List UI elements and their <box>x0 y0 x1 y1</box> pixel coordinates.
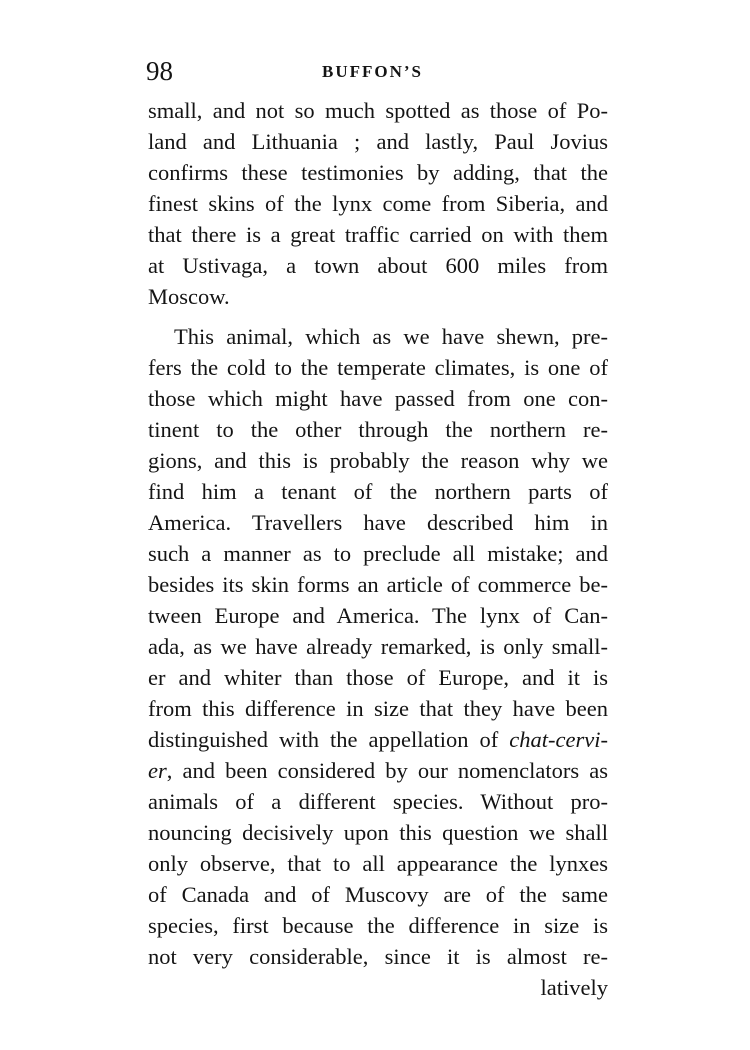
italic-term: er <box>148 758 167 783</box>
text-line: fers the cold to the temperate climates, is one of <box>148 355 608 380</box>
text-line: Moscow. <box>148 284 230 309</box>
body-text <box>148 95 608 1003</box>
text-line: animals of a different species. Without pro- <box>148 789 608 814</box>
paragraph <box>148 95 608 312</box>
text-line: land and Lithuania ; and lastly, Paul Jovius <box>148 129 608 154</box>
text-line: find him a tenant of the northern parts of <box>148 479 608 504</box>
text-line: ada, as we have already remarked, is only small- <box>148 634 608 659</box>
text-line: besides its skin forms an article of commerce be- <box>148 572 608 597</box>
text-line: finest skins of the lynx come from Siberia, and <box>148 191 608 216</box>
text-line: such a manner as to preclude all mistake; and <box>148 541 608 566</box>
text-line: not very considerable, since it is almost re- <box>148 944 608 969</box>
catchword: latively <box>540 975 608 1000</box>
text-run: distinguished with the appellation of <box>148 727 510 752</box>
text-line: from this difference in size that they have been <box>148 696 608 721</box>
text-line: gions, and this is probably the reason why we <box>148 448 608 473</box>
text-line: This animal, which as we have shewn, pre- <box>174 324 608 349</box>
text-line: those which might have passed from one con- <box>148 386 608 411</box>
text-line: that there is a great traffic carried on with them <box>148 222 608 247</box>
text-run: , and been considered by our nomenclators as <box>166 758 608 783</box>
text-line: tween Europe and America. The lynx of Can- <box>148 603 608 628</box>
text-line: er and whiter than those of Europe, and it is <box>148 665 608 690</box>
text-line: nouncing decisively upon this question we shall <box>148 820 608 845</box>
text-line: only observe, that to all appearance the lynxes <box>148 851 608 876</box>
text-line: species, first because the difference in size is <box>148 913 608 938</box>
page-number: 98 <box>146 56 173 86</box>
running-head: BUFFON’S <box>322 62 423 81</box>
text-line: tinent to the other through the northern re- <box>148 417 608 442</box>
paragraph <box>148 321 608 1003</box>
paragraph-gap <box>148 312 608 321</box>
italic-term: chat-cervi- <box>509 727 608 752</box>
text-line: confirms these testimonies by adding, that the <box>148 160 608 185</box>
text-line <box>148 724 608 755</box>
text-line: small, and not so much spotted as those of Po- <box>148 98 608 123</box>
text-line: at Ustivaga, a town about 600 miles from <box>148 253 608 278</box>
text-line <box>148 755 608 786</box>
text-line: America. Travellers have described him in <box>148 510 608 535</box>
text-line: of Canada and of Muscovy are of the same <box>148 882 608 907</box>
